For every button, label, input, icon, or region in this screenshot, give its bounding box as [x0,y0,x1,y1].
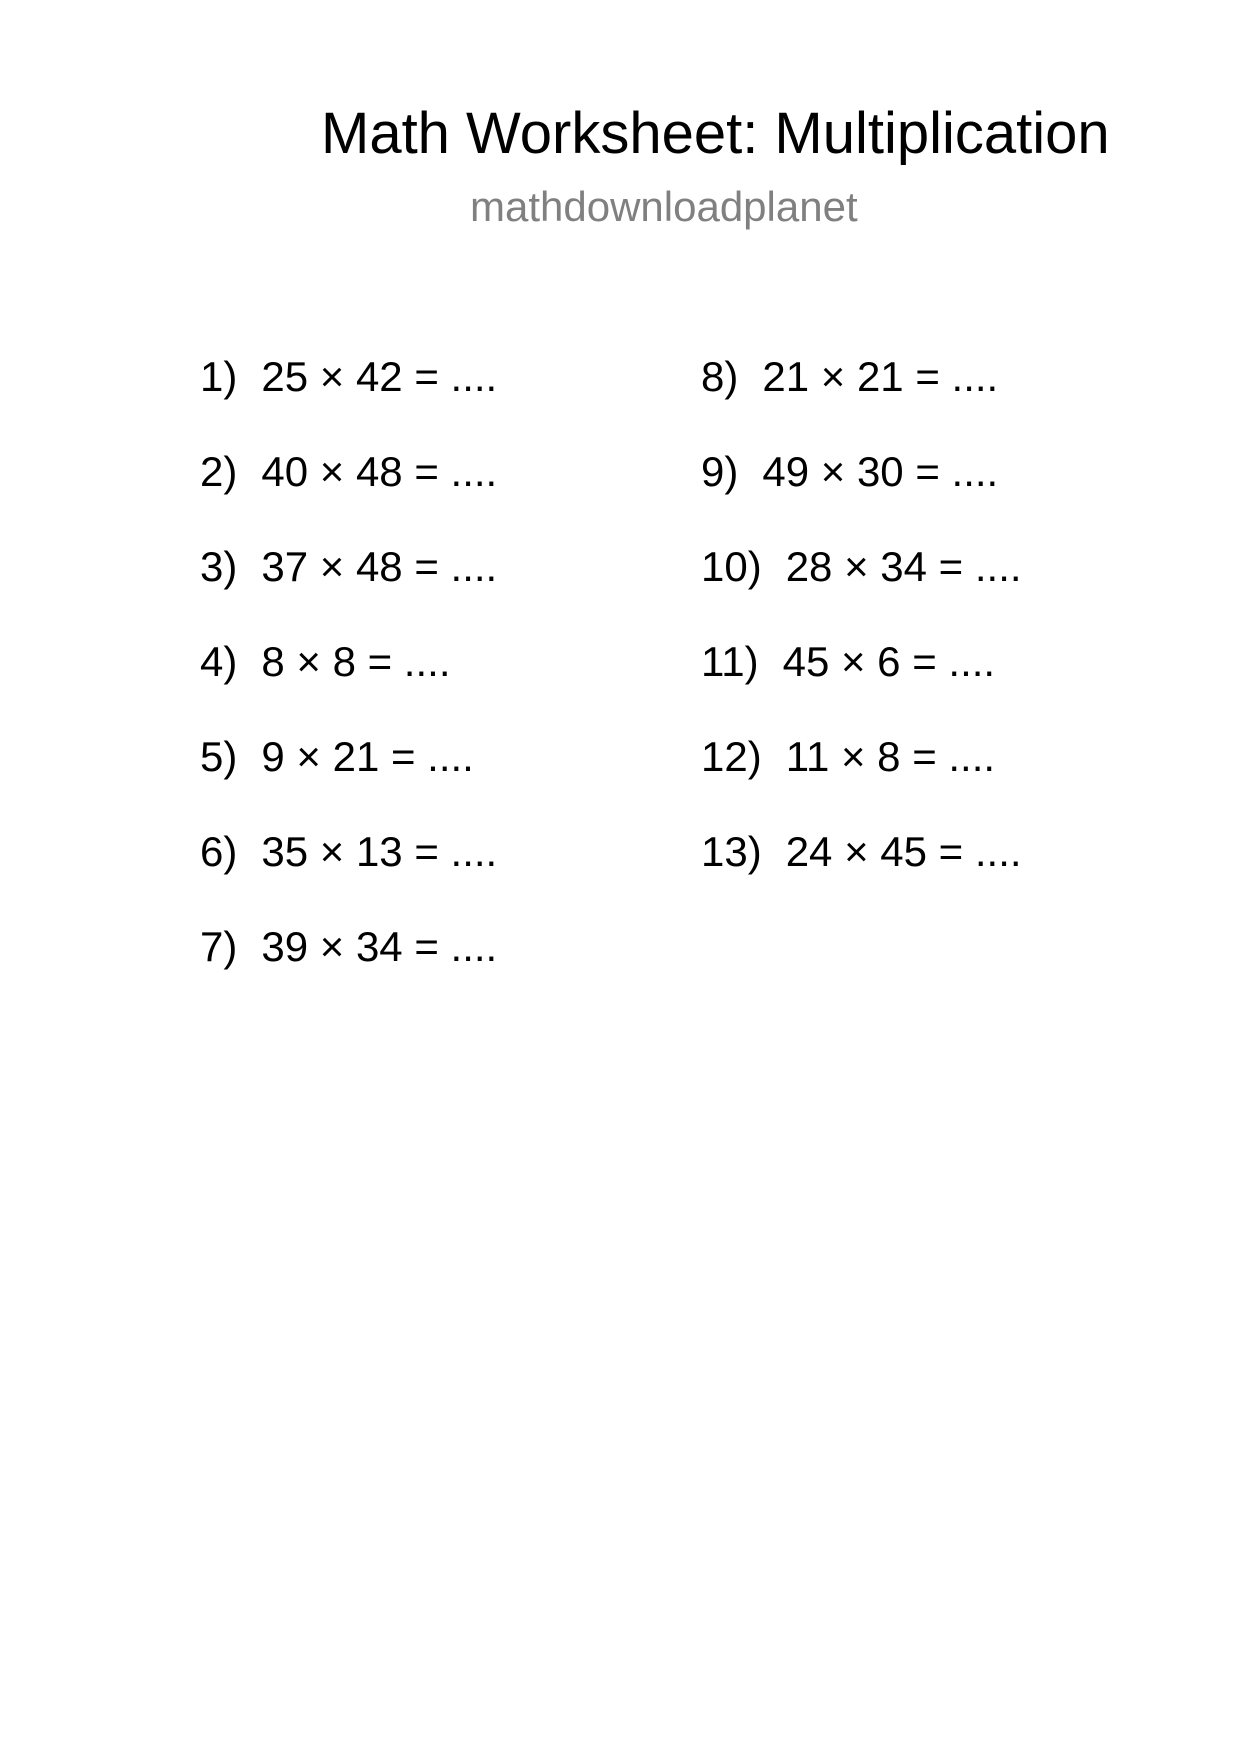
problem-item [701,543,1022,638]
problems-right-column [701,353,1022,923]
problem-number: 8) [701,353,739,400]
problem-item [701,448,1022,543]
problem-expression: 28 × 34 = .... [785,543,1022,590]
problem-expression: 21 × 21 = .... [762,353,999,400]
problem-expression: 49 × 30 = .... [762,448,999,495]
problem-item [701,638,1022,733]
problem-expression: 35 × 13 = .... [261,828,498,875]
problem-expression: 8 × 8 = .... [261,638,451,685]
problem-expression: 11 × 8 = .... [785,733,996,780]
problem-number: 11) [701,638,759,685]
problem-number: 12) [701,733,762,780]
problem-item [701,828,1022,923]
problem-item [200,353,497,448]
problem-expression: 25 × 42 = .... [261,353,498,400]
page-subtitle: mathdownloadplanet [470,183,858,230]
problem-number: 5) [200,733,238,780]
problem-item [200,828,497,923]
problem-item [200,448,497,543]
problem-item [200,543,497,638]
problem-number: 2) [200,448,238,495]
problem-expression: 9 × 21 = .... [261,733,474,780]
problem-expression: 39 × 34 = .... [261,923,498,970]
problem-number: 6) [200,828,238,875]
problem-expression: 40 × 48 = .... [261,448,498,495]
problem-number: 9) [701,448,739,495]
problem-item [701,353,1022,448]
problem-item [200,733,497,828]
problem-number: 3) [200,543,238,590]
problem-item [200,923,497,1018]
problem-number: 13) [701,828,762,875]
problem-number: 7) [200,923,238,970]
problem-number: 1) [200,353,238,400]
problem-item [200,638,497,733]
problem-expression: 37 × 48 = .... [261,543,498,590]
problems-left-column [200,353,497,1018]
page-title: Math Worksheet: Multiplication [321,101,1110,166]
problem-number: 10) [701,543,762,590]
problem-item [701,733,1022,828]
problem-expression: 24 × 45 = .... [785,828,1022,875]
problem-number: 4) [200,638,238,685]
problem-expression: 45 × 6 = .... [782,638,996,685]
